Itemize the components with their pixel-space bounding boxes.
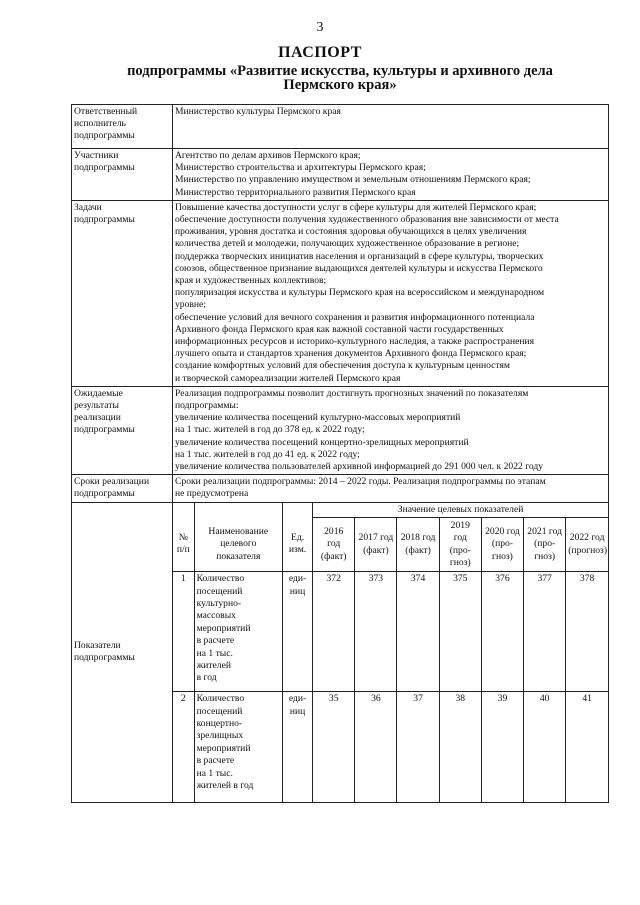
value-responsible xyxy=(173,105,609,149)
header-line: изм. xyxy=(288,544,307,556)
label-line: Задачи xyxy=(74,201,102,213)
value-2020: 376 xyxy=(481,572,523,692)
value-2018: 374 xyxy=(397,572,439,692)
value-line: на 1 тыс. жителей в год до 41 ед. к 2022 году; xyxy=(175,448,360,460)
col-year-2018 xyxy=(397,518,439,572)
table-row xyxy=(173,692,608,802)
header-line: № xyxy=(178,531,188,543)
value-line: подпрограммы: xyxy=(175,400,239,412)
row-responsible xyxy=(72,105,609,149)
header-line: (факт) xyxy=(363,544,389,556)
label-participants xyxy=(72,149,173,201)
table-row xyxy=(173,572,608,692)
label-line: Сроки реализации xyxy=(74,476,150,488)
blank-cell xyxy=(194,503,282,518)
indicators-cell xyxy=(173,502,609,802)
row-participants xyxy=(72,149,609,201)
col-unit-header xyxy=(282,518,312,572)
unit-line: еди- xyxy=(288,693,307,705)
row-expected-results xyxy=(72,386,609,474)
value-2019: 375 xyxy=(439,572,481,692)
value-2016: 35 xyxy=(313,692,355,802)
label-line: Ожидаемые xyxy=(74,387,123,399)
label-line: подпрограммы xyxy=(74,488,135,500)
row-number: 1 xyxy=(173,572,194,692)
value-line: лучшего опыта и стандартов хранения документов Архивного фонда Пермского края; xyxy=(175,348,527,360)
value-2018: 37 xyxy=(397,692,439,802)
label-line: исполнитель xyxy=(74,118,126,130)
page-number: 3 xyxy=(316,20,324,35)
name-line: на 1 тыс. xyxy=(196,647,233,659)
value-terms xyxy=(173,475,609,502)
name-line: посещений xyxy=(196,585,243,597)
value-line: поддержка творческих инициатив населения и организаций в сфере культуры, творческих xyxy=(175,250,544,262)
name-line: посещений xyxy=(196,705,243,717)
subtitle-line-1: подпрограммы «Развитие искусства, культуры и архивного дела xyxy=(127,63,553,79)
header-line: п/п xyxy=(176,544,190,556)
header-line: (факт) xyxy=(405,544,431,556)
header-line: Наименование xyxy=(208,525,269,537)
header-line: гноз) xyxy=(449,557,471,568)
value-2016: 372 xyxy=(313,572,355,692)
value-line: Министерство по управлению имуществом и земельным отношениям Пермского края; xyxy=(175,174,531,186)
value-line: Архивного фонда Пермского края как важной составной части государственных xyxy=(175,323,504,335)
label-responsible xyxy=(72,105,173,149)
value-2021: 40 xyxy=(524,692,566,802)
label-tasks xyxy=(72,200,173,386)
col-name-header xyxy=(194,518,282,572)
value-line: и творческой самореализации жителей Пермского края xyxy=(175,372,401,384)
value-line: обеспечение доступности получения художественного образования вне зависимости от места xyxy=(175,214,559,226)
value-line: информационных ресурсов и историко-культурного наследия, а также распространения xyxy=(175,336,535,348)
header-line: год xyxy=(327,538,341,550)
header-line: показателя xyxy=(216,550,261,562)
name-line: в расчете xyxy=(196,755,235,767)
group-header: Значение целевых показателей xyxy=(313,503,608,518)
label-line: подпрограммы xyxy=(74,424,135,436)
indicator-unit xyxy=(282,692,312,802)
name-line: в расчете xyxy=(196,635,235,647)
value-line: увеличение количества посещений культурно-массовых мероприятий xyxy=(175,412,461,424)
header-line: 2016 xyxy=(324,525,344,537)
value-line: уровне; xyxy=(175,299,206,311)
header-line: (про- xyxy=(534,538,556,550)
indicators-header-row xyxy=(173,518,608,572)
blank-cell xyxy=(173,503,194,518)
col-year-2022 xyxy=(566,518,608,572)
value-line: Министерство культуры Пермского края xyxy=(175,106,341,117)
value-2019: 38 xyxy=(439,692,481,802)
col-year-2020 xyxy=(481,518,523,572)
header-line: (про- xyxy=(449,544,471,556)
value-line: Повышение качества доступности услуг в сфере культуры для жителей Пермского края; xyxy=(175,201,537,213)
indicators-group-header-row xyxy=(173,503,608,518)
value-line: союзов, общественное признание выдающихся деятелей культуры и искусства Пермского xyxy=(175,262,543,274)
subtitle-line-2: Пермского края» xyxy=(283,77,397,93)
name-line: Количество xyxy=(196,693,245,705)
name-line: массовых xyxy=(196,610,236,622)
value-tasks xyxy=(173,200,609,386)
header-line: год xyxy=(453,532,467,544)
header-line: Ед. xyxy=(290,531,305,543)
value-2017: 36 xyxy=(355,692,397,802)
value-2022: 41 xyxy=(566,692,608,802)
header-line: гноз) xyxy=(492,550,513,562)
value-line: не предусмотрена xyxy=(175,488,249,500)
unit-line: ниц xyxy=(289,585,306,597)
label-indicators xyxy=(72,502,173,802)
label-line: подпрограммы xyxy=(74,130,135,142)
value-participants xyxy=(173,149,609,201)
value-line: обеспечение условий для вечного сохранения и развития информационного потенциала xyxy=(175,311,535,323)
value-line: проживания, уровня достатка и состояния здоровья обучающихся в целях увеличения xyxy=(175,226,527,238)
label-line: подпрограммы xyxy=(74,652,135,664)
label-line: реализации xyxy=(74,412,121,424)
header-line: целевого xyxy=(220,538,257,550)
header-line: 2020 год xyxy=(485,525,520,537)
value-2020: 39 xyxy=(481,692,523,802)
label-line: Показатели xyxy=(74,639,121,651)
value-2022: 378 xyxy=(566,572,608,692)
indicator-name xyxy=(194,692,282,802)
indicator-name xyxy=(194,572,282,692)
name-line: мероприятий xyxy=(196,742,251,754)
header-line: 2022 год xyxy=(569,532,605,544)
row-terms xyxy=(72,475,609,502)
label-line: результаты xyxy=(74,400,119,412)
name-line: концертно- xyxy=(196,717,243,729)
value-line: Министерство строительства и архитектуры Пермского края; xyxy=(175,162,426,174)
name-line: жителей xyxy=(196,659,231,671)
header-line: (прогноз) xyxy=(568,544,608,556)
header-line: (про- xyxy=(491,538,514,550)
value-2017: 373 xyxy=(355,572,397,692)
name-line: Количество xyxy=(196,573,245,585)
col-year-2021 xyxy=(524,518,566,572)
label-line: Участники xyxy=(74,150,119,161)
header-line: 2018 год xyxy=(400,532,436,544)
unit-line: ниц xyxy=(289,705,306,717)
label-terms xyxy=(72,475,173,502)
value-line: создание комфортных условий для обеспечения доступа к культурным ценностям xyxy=(175,360,510,372)
value-line: увеличение количества посещений концертно-зрелищных мероприятий xyxy=(175,436,469,448)
name-line: зрелищных xyxy=(196,730,244,742)
value-line: популяризация искусства и культуры Пермского края на всероссийском и международном xyxy=(175,287,545,299)
passport-table xyxy=(71,104,609,803)
value-2021: 377 xyxy=(524,572,566,692)
header-line: (факт) xyxy=(320,550,347,562)
blank-cell xyxy=(282,503,312,518)
label-line: подпрограммы xyxy=(74,162,135,174)
col-year-2017 xyxy=(355,518,397,572)
col-year-2019 xyxy=(439,518,481,572)
name-line: культурно- xyxy=(196,597,242,609)
unit-line: еди- xyxy=(288,573,307,585)
document-subtitle xyxy=(90,64,590,92)
document-title: ПАСПОРТ xyxy=(278,44,362,61)
value-line: Реализация подпрограммы позволит достигнуть прогнозных значений по показателям xyxy=(175,387,529,399)
name-line: в год xyxy=(196,672,217,684)
indicators-table xyxy=(173,503,608,802)
header-line: 2017 год xyxy=(358,532,394,544)
name-line: мероприятий xyxy=(196,622,251,634)
col-year-2016 xyxy=(313,518,355,572)
header-line: 2021 год xyxy=(527,525,562,537)
col-num-header xyxy=(173,518,194,572)
value-line: Агентство по делам архивов Пермского края; xyxy=(175,150,361,161)
row-number: 2 xyxy=(173,692,194,802)
label-line: подпрограммы xyxy=(74,214,135,226)
value-line: на 1 тыс. жителей в год до 378 ед. к 2022 году; xyxy=(175,424,365,436)
row-indicators xyxy=(72,502,609,802)
label-line: Ответственный xyxy=(74,106,138,117)
value-line: края и художественных коллективов; xyxy=(175,275,327,287)
indicator-unit xyxy=(282,572,312,692)
name-line: жителей в год xyxy=(196,779,254,791)
header-line: гноз) xyxy=(534,550,556,562)
value-line: Министерство территориального развития Пермского края xyxy=(175,186,416,198)
header-line: 2019 xyxy=(450,519,470,531)
value-line: увеличение количества пользователей архивной информацией до 291 000 чел. к 2022 году xyxy=(175,461,544,473)
value-line: количества детей и молодежи, получающих художественное образование в регионе; xyxy=(175,238,520,250)
label-expected-results xyxy=(72,386,173,474)
value-expected-results xyxy=(173,386,609,474)
value-line: Сроки реализации подпрограммы: 2014 – 2022 годы. Реализация подпрограммы по этапам xyxy=(175,476,546,488)
name-line: на 1 тыс. xyxy=(196,767,233,779)
row-tasks xyxy=(72,200,609,386)
